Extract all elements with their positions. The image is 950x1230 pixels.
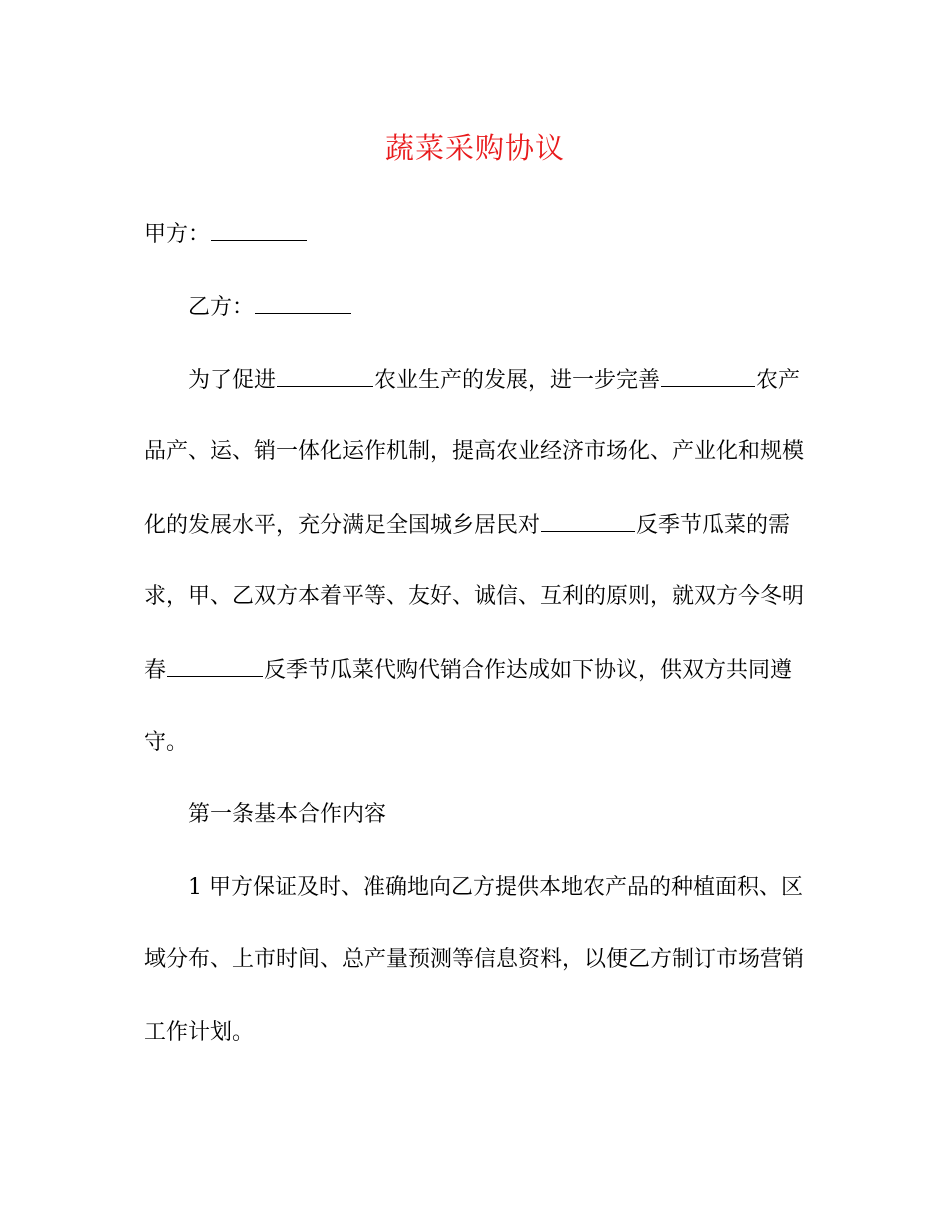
party-a-label: 甲方： bbox=[144, 222, 211, 247]
intro-line-1 bbox=[188, 364, 801, 397]
clause-1-line-3-text: 工作计划。 bbox=[144, 1020, 255, 1045]
intro-line-6 bbox=[144, 727, 188, 759]
intro-line-3 bbox=[144, 509, 790, 542]
party-a-line bbox=[144, 218, 308, 251]
intro-line-2-text: 品产、运、销一体化运作机制，提高农业经济市场化、产业化和规模 bbox=[144, 439, 805, 464]
party-b-blank bbox=[255, 291, 351, 314]
clause-1-line-3 bbox=[144, 1017, 254, 1049]
document-title: 蔬菜采购协议 bbox=[384, 131, 565, 165]
intro-line-4 bbox=[144, 581, 805, 613]
section-1-heading: 第一条基本合作内容 bbox=[188, 802, 387, 827]
intro-line-1-part-1: 为了促进 bbox=[188, 368, 277, 393]
party-a-blank bbox=[211, 218, 307, 241]
intro-line-5-part-2: 反季节瓜菜代购代销合作达成如下协议，供双方共同遵 bbox=[264, 658, 793, 683]
intro-line-6-text: 守。 bbox=[144, 730, 189, 755]
intro-blank-3 bbox=[541, 509, 635, 532]
clause-1-line-2-text: 域分布、上市时间、总产量预测等信息资料，以便乙方制订市场营销 bbox=[144, 947, 805, 972]
intro-line-3-part-1: 化的发展水平，充分满足全国城乡居民对 bbox=[144, 513, 541, 538]
intro-line-5-part-1: 春 bbox=[144, 658, 167, 683]
intro-line-4-text: 求，甲、乙双方本着平等、友好、诚信、互利的原则，就双方今冬明 bbox=[144, 584, 805, 609]
party-b-line bbox=[188, 291, 352, 324]
clause-1-line-2 bbox=[144, 944, 805, 976]
intro-blank-4 bbox=[167, 654, 263, 677]
intro-blank-1 bbox=[277, 364, 373, 387]
intro-line-1-part-2: 农业生产的发展，进一步完善 bbox=[374, 368, 661, 393]
party-b-label: 乙方： bbox=[188, 295, 255, 320]
intro-blank-2 bbox=[661, 364, 755, 387]
intro-line-5 bbox=[144, 654, 792, 687]
intro-line-2 bbox=[144, 436, 805, 468]
intro-line-3-part-2: 反季节瓜菜的需 bbox=[636, 513, 791, 538]
clause-1-line-1-text: 1 甲方保证及时、准确地向乙方提供本地农产品的种植面积、区 bbox=[188, 875, 803, 900]
clause-1-line-1 bbox=[188, 872, 803, 904]
intro-line-1-part-3: 农产 bbox=[756, 368, 801, 393]
